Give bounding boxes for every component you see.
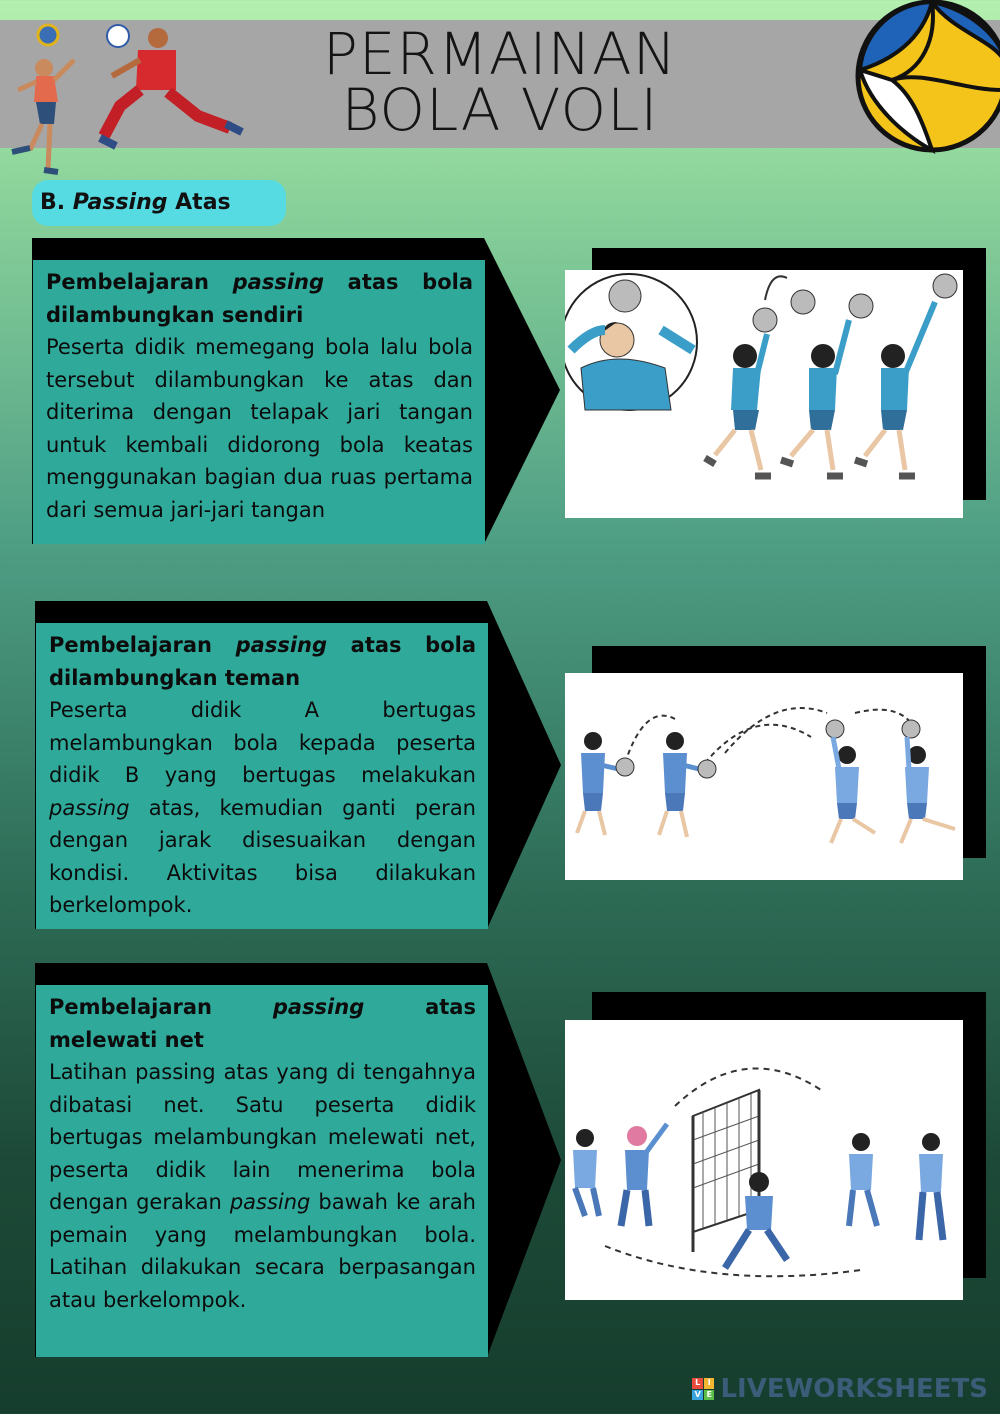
student-a1-figure xyxy=(577,732,634,835)
card-1-heading xyxy=(46,266,473,331)
card-3-heading-b: atas melewati net xyxy=(49,995,476,1052)
section-letter: B. xyxy=(40,190,73,215)
page-title xyxy=(300,20,700,144)
player-b-figure xyxy=(781,290,873,476)
title-line-1: PERMAINAN xyxy=(322,20,678,88)
card-2-body-b: atas, kemudian ganti peran dengan jarak disesuaikan dengan kondisi. Aktivitas bisa dilakukan berkelompok. xyxy=(49,795,476,917)
card-2-body xyxy=(49,694,476,922)
card-3-heading xyxy=(49,991,476,1056)
card-3-body xyxy=(49,1056,476,1316)
card-2-body-italic: passing xyxy=(49,795,130,820)
student-b2-figure xyxy=(901,720,955,843)
logo-letter-v: V xyxy=(692,1390,703,1401)
player-a-figure xyxy=(705,308,777,476)
volleyball-players-illustration xyxy=(8,20,248,180)
volleyball-icon xyxy=(852,0,1000,156)
section-label xyxy=(32,180,286,226)
student-right-2-figure xyxy=(919,1133,943,1240)
card-1-heading-b: atas bola dilambungkan sendiri xyxy=(46,270,473,327)
passing-over-net-illustration xyxy=(565,1020,963,1300)
liveworksheets-logo-icon xyxy=(692,1378,714,1400)
student-b1-figure xyxy=(659,732,716,837)
card-3 xyxy=(36,985,488,1357)
section-rest: Atas xyxy=(167,190,231,215)
title-line-2: BOLA VOLI xyxy=(341,76,659,144)
card-3-body-a: Latihan passing atas yang di tengahnya dibatasi net. Satu peserta didik bertugas melambungkan melewati net, peserta didik lain menerima bola dengan gerakan xyxy=(49,1060,476,1214)
logo-letter-l: L xyxy=(692,1378,703,1389)
card-2-body-a: Peserta didik A bertugas melambungkan bola kepada peserta didik B yang bertugas melakukan xyxy=(49,698,476,787)
photo-3 xyxy=(565,1020,963,1300)
liveworksheets-logo xyxy=(692,1374,988,1404)
card-2-heading-a: Pembelajaran xyxy=(49,633,236,657)
photo-1 xyxy=(565,270,963,518)
logo-letter-e: E xyxy=(704,1390,715,1401)
card-1-heading-italic: passing xyxy=(232,270,325,294)
section-italic-word: Passing xyxy=(72,190,168,215)
student-center-figure xyxy=(725,1172,787,1268)
card-1-body: Peserta didik memegang bola lalu bola tersebut dilambungkan ke atas dan diterima dengan telapak jari tangan untuk kembali didorong bola keatas menggunakan bagian dua ruas pertama dari semua jari-jari tangan xyxy=(46,335,473,522)
card-3-heading-a: Pembelajaran xyxy=(49,995,273,1019)
card-2-heading-b: atas bola dilambungkan teman xyxy=(49,633,476,690)
logo-letter-i: I xyxy=(704,1378,715,1389)
student-a2-figure xyxy=(826,720,875,843)
passing-self-toss-illustration xyxy=(565,270,963,518)
card-3-heading-italic: passing xyxy=(272,995,365,1019)
liveworksheets-logo-text: LIVEWORKSHEETS xyxy=(720,1374,988,1404)
card-3-body-b: bawah ke arah pemain yang melambungkan bola. Latihan dilakukan secara berpasangan atau berkelompok. xyxy=(49,1190,476,1312)
card-2-heading-italic: passing xyxy=(235,633,328,657)
student-right-1-figure xyxy=(849,1133,877,1226)
card-1 xyxy=(33,260,485,544)
student-left-2-figure xyxy=(621,1124,667,1226)
card-2-heading xyxy=(49,629,476,694)
card-1-heading-a: Pembelajaran xyxy=(46,270,233,294)
student-left-1-figure xyxy=(573,1129,599,1216)
passing-partner-illustration xyxy=(565,673,963,880)
card-3-body-italic: passing xyxy=(229,1190,311,1214)
card-2 xyxy=(36,623,488,929)
photo-2 xyxy=(565,673,963,880)
